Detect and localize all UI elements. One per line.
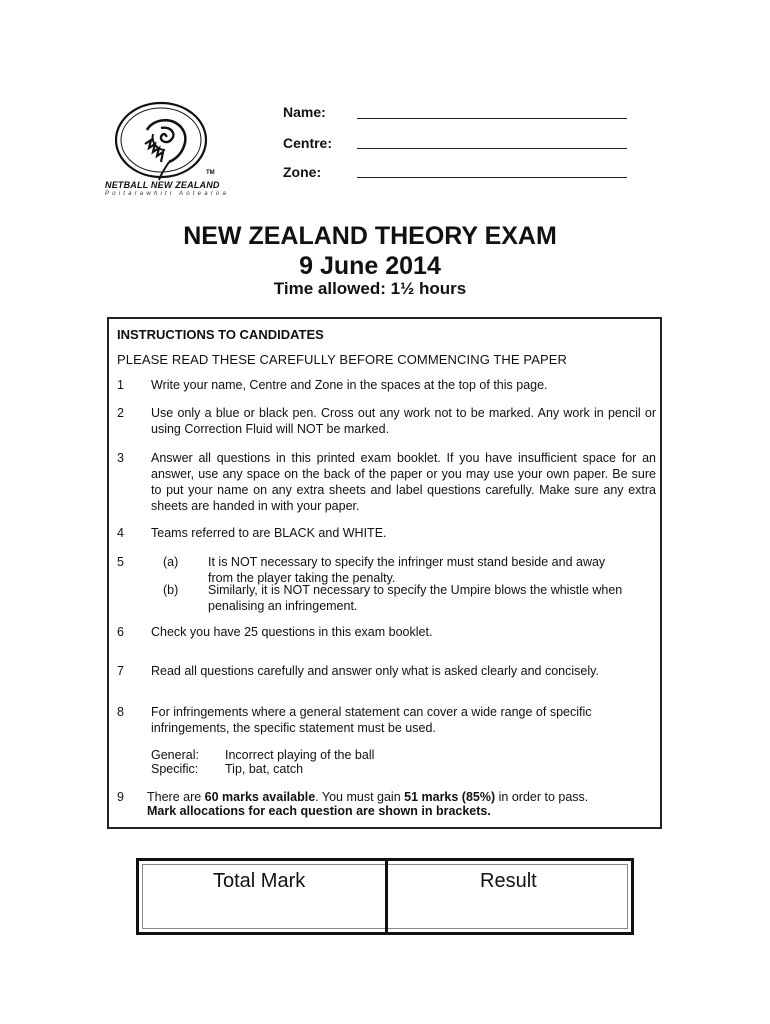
general-value: Incorrect playing of the ball bbox=[225, 748, 375, 762]
time-allowed: Time allowed: 1½ hours bbox=[273, 279, 467, 298]
specific-label: Specific: bbox=[151, 762, 199, 776]
name-field[interactable] bbox=[357, 118, 627, 119]
sub-item-letter: (b) bbox=[163, 583, 179, 597]
logo-subtitle: Poitarawhiti Aotearoa bbox=[105, 191, 230, 197]
logo-name: NETBALL NEW ZEALAND bbox=[105, 180, 220, 190]
sub-item-text: Similarly, it is NOT necessary to specify the Umpire blows the whistle when penalising an infringement. bbox=[208, 583, 623, 613]
instruction-9 bbox=[109, 789, 662, 823]
trademark-label: TM bbox=[206, 170, 215, 176]
netball-swirl-icon bbox=[113, 100, 213, 182]
exam-title: NEW ZEALAND THEORY EXAM bbox=[183, 222, 557, 250]
instruction-number: 6 bbox=[117, 625, 124, 639]
instruction-number: 8 bbox=[117, 705, 124, 719]
instruction-number: 5 bbox=[117, 555, 124, 569]
instruction-text: Teams referred to are BLACK and WHITE. bbox=[151, 526, 387, 540]
instruction-8 bbox=[109, 704, 662, 784]
sub-item-letter: (a) bbox=[163, 555, 179, 569]
instruction-number: 9 bbox=[117, 790, 124, 804]
marks-text: . You must gain bbox=[315, 790, 405, 804]
zone-field[interactable] bbox=[357, 177, 627, 178]
exam-date: 9 June 2014 bbox=[299, 252, 441, 280]
zone-label: Zone: bbox=[283, 164, 322, 180]
result-label: Result bbox=[480, 870, 537, 892]
instruction-text: Check you have 25 questions in this exam booklet. bbox=[151, 625, 433, 639]
mark-allocations-note: Mark allocations for each question are shown in brackets. bbox=[147, 804, 491, 818]
centre-label: Centre: bbox=[283, 135, 333, 151]
specific-value: Tip, bat, catch bbox=[225, 762, 304, 776]
instruction-5 bbox=[109, 554, 662, 614]
instruction-number: 2 bbox=[117, 406, 124, 420]
table-divider bbox=[385, 861, 388, 932]
general-label: General: bbox=[151, 748, 199, 762]
marks-available: 60 marks available bbox=[204, 790, 316, 804]
instructions-subheading: PLEASE READ THESE CAREFULLY BEFORE COMMENCING THE PAPER bbox=[117, 352, 568, 367]
marks-text: in order to pass. bbox=[495, 790, 589, 804]
instruction-number: 4 bbox=[117, 526, 124, 540]
instruction-text: Read all questions carefully and answer only what is asked clearly and concisely. bbox=[151, 664, 599, 678]
marks-required: 51 marks (85%) bbox=[404, 790, 496, 804]
netball-nz-logo bbox=[105, 100, 230, 198]
instructions-box bbox=[107, 317, 662, 829]
centre-field[interactable] bbox=[357, 148, 627, 149]
instructions-heading: INSTRUCTIONS TO CANDIDATES bbox=[117, 327, 324, 342]
instruction-number: 1 bbox=[117, 378, 124, 392]
instruction-text: For infringements where a general statement can cover a wide range of specific infringements, the specific statement must be used. bbox=[151, 705, 592, 735]
total-mark-table bbox=[136, 858, 634, 935]
instruction-number: 3 bbox=[117, 451, 124, 465]
instruction-text: Write your name, Centre and Zone in the spaces at the top of this page. bbox=[151, 378, 548, 392]
total-mark-label: Total Mark bbox=[213, 870, 306, 892]
marks-text: There are bbox=[147, 790, 205, 804]
instruction-text: Use only a blue or black pen. Cross out any work not to be marked. Any work in pencil or using Correction Fluid will NOT be marked. bbox=[151, 406, 656, 436]
instruction-text: Answer all questions in this printed exam booklet. If you have insufficient space for an answer, use any space on the back of the paper or you may use your own paper. Be sure to put your name on any extra sheets and label questions carefully. Make sure any extra sheets are handed in with your paper. bbox=[151, 451, 656, 513]
sub-item-text: It is NOT necessary to specify the infringer must stand beside and away from the player taking the penalty. bbox=[208, 555, 606, 585]
instruction-number: 7 bbox=[117, 664, 124, 678]
name-label: Name: bbox=[283, 104, 326, 120]
